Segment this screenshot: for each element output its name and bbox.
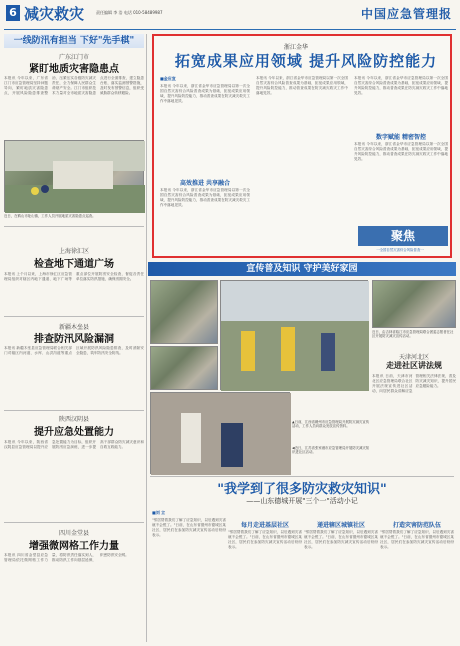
issue-info: 责任编辑 李 浩 电话 010-58489987 [96, 10, 163, 15]
feature-body-col1: 本报讯 今年以来，浙江省金华市应急管理局以第一次全国自然灾害综合风险普查成果为基础，拓宽成果应用领域，提升风险防控能力，推动普查成果在防灾减灾救灾工作中落地见效。 [160, 84, 250, 103]
bottom-subtitle: ——山东德城开展"三个一"活动小记 [246, 497, 358, 505]
outdoor-scene-icon [221, 281, 369, 391]
story4-location: 陕西汉阴县 [58, 416, 89, 423]
section-band: 宣传普及知识 守护美好家园 [148, 262, 456, 276]
bottom-subheading-2: 递进辖区城镇社区 [316, 522, 365, 529]
story1-title: 紧盯地质灾害隐患点 [29, 64, 119, 75]
feature-body-col1b: 本报讯 今年以来，浙江省金华市应急管理局以第一次全国自然灾害综合风险普查成果为基础，拓宽成果应用领域，提升风险防控能力，推动普查成果在防灾减灾救灾工作中落地见效。 [160, 188, 250, 207]
divider [150, 476, 454, 477]
story1-caption: 近日，在鹤山市址山镇，工作人员开展地质灾害隐患点巡查。 [4, 214, 96, 218]
left-banner: 一线防汛有担当 下好"先手棋" [4, 34, 144, 48]
photo-street [150, 346, 218, 390]
photo-community [372, 280, 456, 328]
divider [4, 410, 144, 411]
photo-caption-low: ◀近日，江苏省张家港市应急管理局开展防灾减灾知识进社区活动。 [292, 446, 370, 455]
bottom-body-col3: "邻居帮着我们了解了应急知识，以后遇到灾害就不会慌了。"日前，在山东省德州市德城区某社区，居民们在参加防灾减灾宣传活动后纷纷表示。 [304, 530, 378, 549]
story3-body: 本报讯 新疆木垒县应急管理局联合相关部门对辖区内河道、水库、山洪沟道等重点区域开展防汛风险隐患排查，及时消除安全隐患，筑牢防汛安全防线。 [4, 346, 144, 355]
bottom-body-col4: "邻居帮着我们了解了应急知识，以后遇到灾害就不会慌了。"日前，在山东省德州市德城区某社区，居民们在参加防灾减灾宣传活动后纷纷表示。 [380, 530, 454, 549]
photo-caption-mid: ▲日前，江西省赣州市应急管理局开展防灾减灾宣传活动，工作人员向群众发放宣传资料。 [292, 420, 370, 429]
feature-article [152, 34, 452, 258]
bottom-body-col2: "邻居帮着我们了解了应急知识，以后遇到灾害就不会慌了。"日前，在山东省德州市德城区某社区，居民们在参加防灾减灾宣传活动后纷纷表示。 [228, 530, 302, 549]
feature-title: 拓宽成果应用领域 提升风险防控能力 [174, 52, 438, 70]
right-caption-top: 近日，由吉林省临江市应急管理局联合团委志愿者在社区开展防灾减灾宣传活动。 [372, 330, 454, 339]
bottom-body-col1: "邻居帮着我们了解了应急知识，以后遇到灾害就不会慌了。"日前，在山东省德州市德城区某社区，居民们在参加防灾减灾宣传活动后纷纷表示。 [152, 518, 226, 537]
story2-title: 检查地下通道广场 [34, 259, 114, 270]
feature-body-col2: 本报讯 今年以来，浙江省金华市应急管理局以第一次全国自然灾害综合风险普查成果为基础，拓宽成果应用领域，提升风险防控能力，推动普查成果在防灾减灾救灾工作中落地见效。 [256, 76, 348, 95]
photo-volunteers [150, 280, 218, 344]
story3-title: 排查防汛风险漏洞 [34, 334, 114, 345]
story4-body: 本报讯 今年以来，陕西省汉阴县应急管理局以提升应急处置能力为目标，组织开展防汛应急演练，进一步提高干部群众防灾减灾意识和自救互救能力。 [4, 440, 144, 449]
story2-body: 本报讯 上个月以来，上海市徐汇区应急管理局组织对辖区内地下通道、地下广场等重点部位开展防汛安全检查，督促各责任单位落实防汛措施，确保汛期安全。 [4, 272, 144, 281]
divider [4, 316, 144, 317]
story1-location: 广东江门市 [58, 54, 89, 61]
story2-location: 上海徐汇区 [58, 248, 89, 255]
feature-subheading-1: 高效推进 共享融合 [179, 180, 231, 187]
story1-body: 本报讯 今年以来，广东省江门市应急管理局坚持问题导向，紧盯地质灾害隐患点，开展风险隐患排查整治，压紧压实各级防灾减灾责任，全力保障人民群众生命财产安全。江门市组织技术力量对全市地质灾害隐患点进行全面排查，建立隐患台账，落实监测预警措施，及时发布预警信息，组织受威胁群众转移避险。 [4, 76, 144, 95]
divider [4, 226, 144, 227]
riverbank-photo-icon [5, 141, 145, 213]
focus-stamp: 聚焦 [358, 226, 448, 246]
feature-subheading-2: 数字赋能 精密智控 [375, 134, 427, 141]
bottom-title: "我学到了很多防灾救灾知识" [217, 482, 387, 497]
feature-body-col3: 本报讯 今年以来，浙江省金华市应急管理局以第一次全国自然灾害综合风险普查成果为基础，拓宽成果应用领域，提升风险防控能力，推动普查成果在防灾减灾救灾工作中落地见效。 [354, 76, 448, 95]
story5-location: 四川金堂县 [58, 530, 89, 537]
feature-body-col3b: 本报讯 今年以来，浙江省金华市应急管理局以第一次全国自然灾害综合风险普查成果为基础，拓宽成果应用领域，提升风险防控能力，推动普查成果在防灾减灾救灾工作中落地见效。 [354, 142, 448, 161]
section-title: 减灾救灾 [24, 5, 85, 23]
indoor-scene-icon [151, 393, 291, 475]
feature-byline: ■金应宣 [160, 76, 176, 81]
focus-stamp-caption: 一全国自然灾害综合风险普查一 [376, 248, 424, 252]
right-story-title: 走进社区讲法规 [386, 360, 442, 370]
page-number: 6 [6, 5, 20, 21]
column-divider [146, 34, 147, 642]
bottom-subheading-3: 打造灾害防范队伍 [392, 522, 441, 529]
bottom-subheading-1: 每月走进基层社区 [240, 522, 289, 529]
story5-body: 本报讯 四川省金堂县应急管理局依托微网格工作力量，将防汛责任落实到人，推动防汛工作向基层延伸，织密防汛安全网。 [4, 553, 129, 562]
bottom-byline: ■刘 立 [152, 510, 166, 515]
story1-photo [4, 140, 144, 212]
masthead [4, 2, 456, 30]
feature-tag: 浙江金华 [284, 44, 309, 51]
paper-name: 中国应急管理报 [360, 7, 452, 21]
photo-distribution [220, 280, 368, 390]
photo-teaching [150, 392, 290, 474]
story5-title: 增强微网格工作力量 [29, 541, 119, 552]
right-story-body: 本报讯 日前，天津市河北区应急管理局联合社区开展法规宣传进社区活动，向居民群众讲解应急管理相关法律法规，普及防灾减灾知识，提升居民应急避险能力。 [372, 374, 456, 393]
divider [4, 522, 144, 523]
right-story-location: 天津河北区 [398, 354, 429, 361]
story3-location: 新疆木垒县 [58, 324, 89, 331]
story4-title: 提升应急处置能力 [34, 427, 114, 438]
